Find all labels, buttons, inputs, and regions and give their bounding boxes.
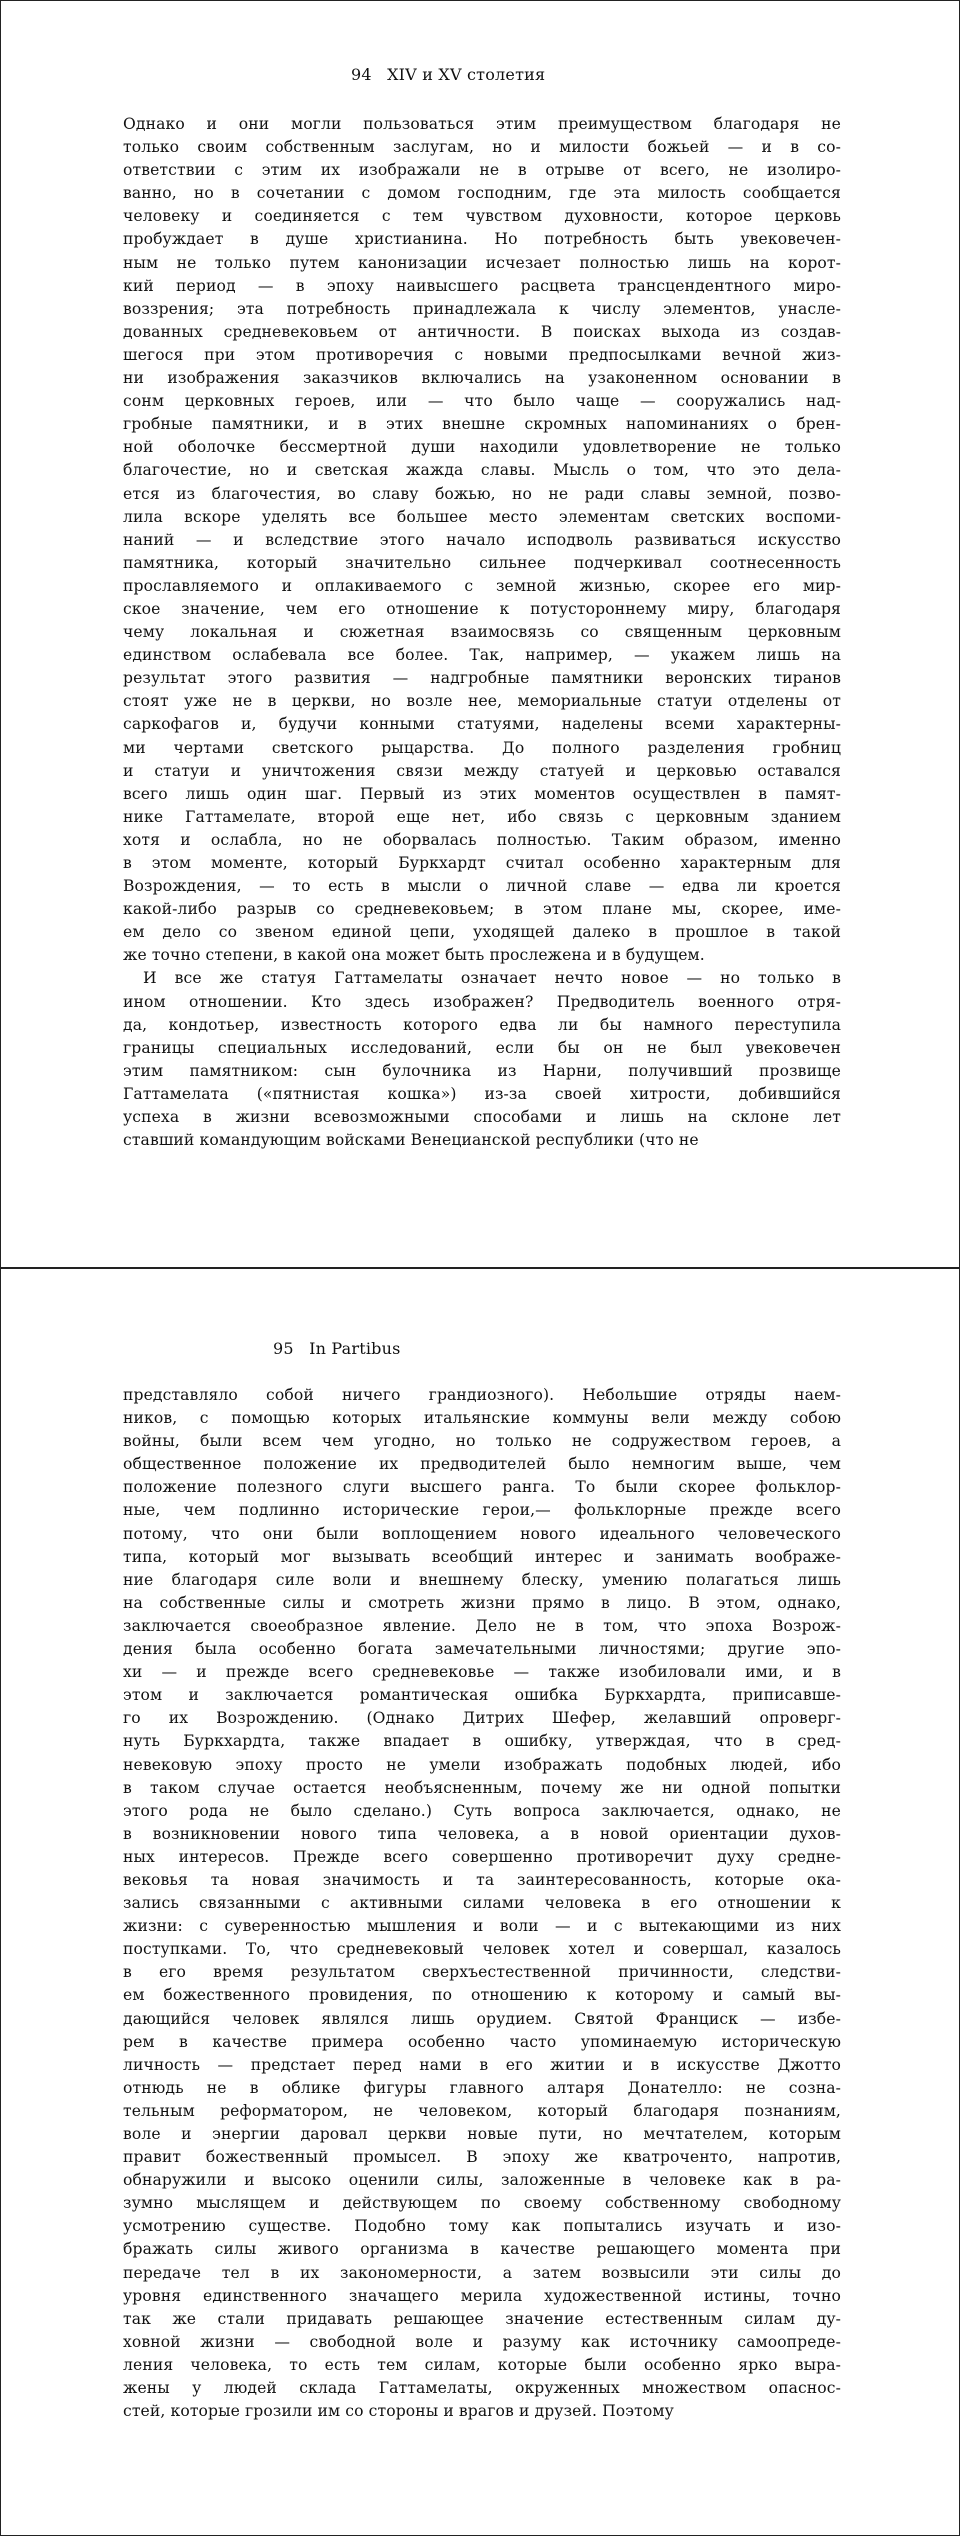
paragraph [123,113,841,967]
text-line: общественное положение их предводителей было немногим выше, чем [123,1455,841,1474]
text-line: ным не только путем канонизации исчезает полностью лишь на корот- [123,253,841,272]
text-line: дения была особенно богата замечательными личностями; другие эпо- [123,1640,841,1659]
text-line: этого рода не было сделано.) Суть вопроса заключается, однако, не [123,1801,841,1820]
text-line: ные, чем подлинно исторические герои,— фольклорные прежде всего [123,1501,841,1520]
text-line: нике Гаттамелате, второй еще нет, ибо связь с церковным зданием [123,807,841,826]
text-line: правит божественный промысел. В эпоху же кватроченто, напротив, [123,2148,841,2167]
text-line: тельным реформатором, не человеком, который благодаря познаниям, [123,2101,841,2120]
text-line: ми чертами светского рыцарства. До полного разделения гробниц [123,738,841,757]
text-line: шегося при этом противоречия с новыми предпосылками вечной жиз- [123,345,841,364]
text-line: человеку и соединяется с тем чувством духовности, которое церковь [123,207,841,226]
text-line: в этом моменте, который Буркхардт считал особенно характерным для [123,854,841,872]
page-number: 95 [273,1339,294,1358]
text-line: всего лишь один шаг. Первый из этих моментов осуществлен в памят- [123,784,841,803]
text-line: успеха в жизни всевозможными способами и лишь на склоне лет [123,1108,841,1127]
text-line: рем в качестве примера особенно часто упоминаемую историческую [123,2032,841,2051]
text-line: какой-либо разрыв со средневековьем; в этом плане мы, скорее, име- [123,900,841,919]
text-line: обнаружили и высоко оценили силы, заложенные в человеке как в ра- [123,2171,841,2190]
text-line: ни изображения заказчиков включались на узаконенном основании в [123,369,841,388]
text-line: прославляемого и оплакиваемого с земной жизнью, скорее его мир- [123,576,841,595]
text-line: И все же статуя Гаттамелаты означает нечто новое — но только в [143,969,841,988]
text-line: ников, с помощью которых итальянские коммуны вели между собою [123,1409,841,1428]
text-line: гробные памятники, и в этих внешне скромных напоминаниях о брен- [123,415,841,434]
text-line: наний — и вследствие этого начало исподволь развиваться искусство [123,530,841,549]
text-line: этим памятником: сын булочника из Нарни, получивший прозвище [123,1061,841,1080]
text-line: воле и энергии даровал церкви новые пути, но мечтателем, которым [123,2125,841,2143]
text-line: результат этого развития — надгробные памятники веронских тиранов [123,669,841,688]
text-line: типа, который мог вызывать всеобщий интерес и занимать воображе- [123,1547,841,1566]
text-line: кий период — в эпоху наивысшего расцвета трансцендентного миро- [123,276,841,295]
text-line: стоят уже не в церкви, но возле нее, мемориальные статуи отделены от [123,692,841,711]
text-line: ховной жизни — свободной воле и разуму как источнику самоопреде- [123,2332,841,2351]
text-line: ином отношении. Кто здесь изображен? Предводитель военного отря- [123,992,841,1011]
text-line: памятника, который значительно сильнее подчеркивал соотнесенность [123,553,841,572]
text-line: усмотрению существе. Подобно тому как попытались изучать и изо- [123,2217,841,2236]
text-line: заключается своеобразное явление. Дело не в том, что эпоха Возрож- [123,1616,841,1635]
text-line: нуть Буркхардта, также впадает в ошибку, утверждая, что в сред- [123,1732,841,1751]
body-text [123,1384,841,2423]
page-number: 94 [351,65,372,84]
text-line: ем божественного провидения, по отношению к которому и самый вы- [123,1986,841,2005]
text-line: этом и заключается романтическая ошибка Буркхардта, приписавше- [123,1686,841,1705]
text-line: и статуи и уничтожения связи между статуей и церковью оставался [123,761,841,780]
text-line: ставший командующим войсками Венецианской республики (что не [123,1131,699,1150]
text-line: единством ослабевала все более. Так, например, — укажем лишь на [123,646,841,665]
text-line: ется из благочестия, во славу божью, но не ради славы земной, позво- [123,484,841,503]
text-line: зумно мыслящем и действующем по своему собственному свободному [123,2194,841,2213]
text-line: Однако и они могли пользоваться этим преимуществом благодаря не [123,115,841,133]
running-header [273,1339,401,1358]
text-line: ответствии с этим их изображали не в отрыве от всего, не изолиро- [123,161,841,180]
text-line: дованных средневековьем от античности. В поисках выхода из создав- [123,322,841,341]
text-line: положение полезного слуги высшего ранга. То были скорее фольклор- [123,1478,841,1497]
text-line: только своим собственным заслугам, но и милости божьей — и в со- [123,138,841,157]
text-line: потому, что они были воплощением нового идеального человеческого [123,1524,841,1543]
book-page-95 [0,1268,960,2536]
text-line: войны, были всем чем угодно, но только не содружеством героев, а [123,1432,841,1451]
running-head-title: In Partibus [309,1339,401,1358]
text-line: ной оболочке бессмертной души находили удовлетворение не только [123,438,841,457]
text-line: личность — предстает перед нами в его житии и в искусстве Джотто [123,2055,841,2074]
text-line: жены у людей склада Гаттамелаты, окруженных множеством опаснос- [123,2379,841,2398]
text-line: ское значение, чем его отношение к потустороннему миру, благодаря [123,599,841,618]
text-line: на собственные силы и смотреть жизни прямо в лицо. В этом, однако, [123,1593,841,1612]
text-line: стей, которые грозили им со стороны и врагов и друзей. Поэтому [123,2402,674,2421]
paragraph [123,967,841,1152]
text-line: поступками. То, что средневековый человек хотел и совершал, казалось [123,1940,841,1959]
text-line: ванно, но в сочетании с домом господним, где эта милость сообщается [123,184,841,203]
text-line: в таком случае остается необъясненным, почему же ни одной попытки [123,1778,841,1797]
text-line: сонм церковных героев, или — что было чаще — сооружались над- [123,392,841,411]
text-line: границы специальных исследований, если бы он не был увековечен [123,1038,841,1057]
text-line: чему локальная и сюжетная взаимосвязь со священным церковным [123,623,841,642]
text-line: хотя и ослабла, но не оборвалась полностью. Таким образом, именно [123,830,841,849]
running-header [351,65,545,84]
text-line: в возникновении нового типа человека, а в новой ориентации духов- [123,1824,841,1843]
text-line: так же стали придавать решающее значение естественным силам ду- [123,2309,841,2328]
text-line: отнюдь не в облике фигуры главного алтаря Донателло: не созна- [123,2078,841,2097]
text-line: бражать силы живого организма в качестве решающего момента при [123,2240,841,2259]
text-line: вековья та новая значимость и та заинтересованность, которые ока- [123,1870,841,1889]
text-line: да, кондотьер, известность которого едва ли бы намного переступила [123,1015,841,1034]
text-line: ем дело со звеном единой цепи, уходящей далеко в прошлое в такой [123,923,841,942]
text-line: пробуждает в душе христианина. Но потребность быть увековечен- [123,230,841,249]
body-text [123,113,841,1152]
text-line: зались связанными с активными силами человека в его отношении к [123,1894,841,1913]
text-line: уровня единственного значащего мерила художественной истины, точно [123,2286,841,2305]
text-line: го их Возрождению. (Однако Дитрих Шефер, желавший опроверг- [123,1709,841,1728]
text-line: представляло собой ничего грандиозного). Небольшие отряды наем- [123,1386,841,1404]
text-line: хи — и прежде всего средневековье — также изобиловали ими, и в [123,1663,841,1682]
text-line: невековую эпоху просто не умели изображать подобных людей, ибо [123,1755,841,1774]
text-line: воззрения; эта потребность принадлежала к числу элементов, унасле- [123,299,841,318]
text-line: благочестие, но и светская жажда славы. Мысль о том, что это дела- [123,461,841,480]
text-line: саркофагов и, будучи конными статуями, наделены всеми характерны- [123,715,841,734]
text-line: ных интересов. Прежде всего совершенно противоречит духу средне- [123,1847,841,1866]
text-line: ления человека, то есть тем силам, которые были особенно ярко выра- [123,2355,841,2374]
text-line: передаче тел в их закономерности, а затем возвысили эти силы до [123,2263,841,2282]
text-line: Гаттамелата («пятнистая кошка») из-за своей хитрости, добившийся [123,1084,841,1103]
text-line: жизни: с суверенностью мышления и воли — и с вытекающими из них [123,1917,841,1936]
text-line: ние благодаря силе воли и внешнему блеску, умению полагаться лишь [123,1570,841,1589]
text-line: Возрождения, — то есть в мысли о личной славе — едва ли кроется [123,877,841,896]
running-head-title: XIV и XV столетия [387,65,546,84]
text-line: лила вскоре уделять все большее место элементам светских воспоми- [123,507,841,526]
text-line: дающийся человек являлся лишь орудием. Святой Франциск — избе- [123,2009,841,2028]
paragraph [123,1384,841,2423]
text-line: в его время результатом сверхъестественной причинности, следстви- [123,1963,841,1982]
text-line: же точно степени, в какой она может быть прослежена и в будущем. [123,946,705,965]
